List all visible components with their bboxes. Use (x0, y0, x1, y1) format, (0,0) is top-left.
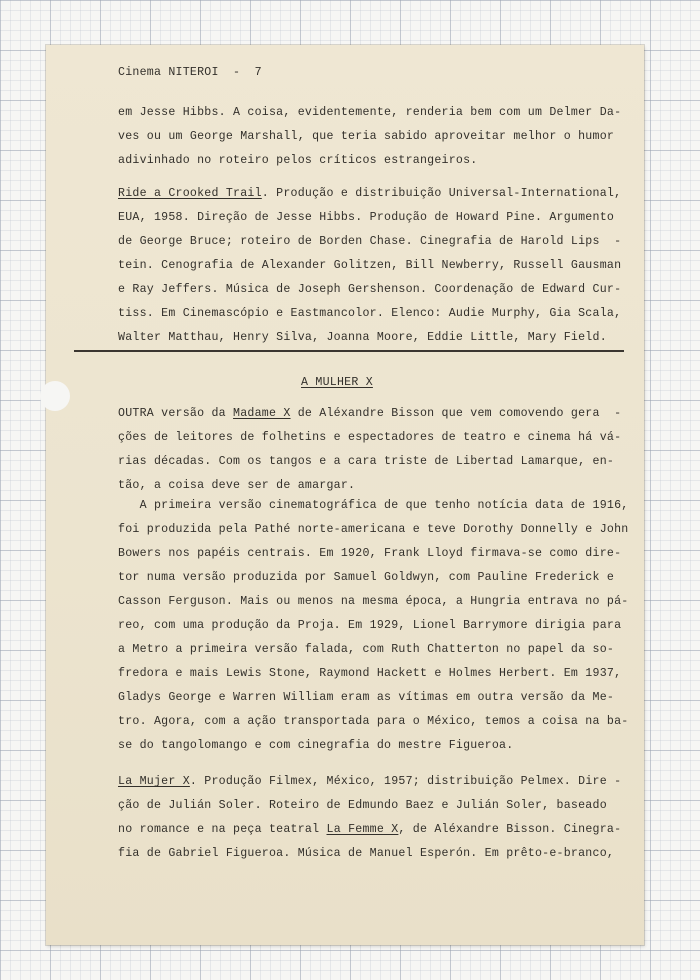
credits2-first-line-rest: . Produção Filmex, México, 1957; distribuição Pelmex. Dire - (189, 775, 622, 788)
para3-line: A primeira versão cinematográfica de que tenho notícia data de 1916, (118, 499, 629, 512)
credits1-first-line (118, 188, 621, 200)
para1-line: em Jesse Hibbs. A coisa, evidentemente, renderia bem com um Delmer Da- (118, 106, 622, 119)
credits2-line: ção de Julián Soler. Roteiro de Edmundo Baez e Julián Soler, baseado (118, 799, 607, 812)
credits1-line: e Ray Jeffers. Música de Joseph Gershenson. Coordenação de Edward Cur- (118, 283, 622, 296)
para2-first-pre: OUTRA versão da (118, 407, 234, 420)
credits2-first-line (118, 776, 621, 788)
para2-first-post: de Aléxandre Bisson que vem comovendo gera - (290, 407, 622, 420)
section-divider (74, 350, 624, 352)
para3-line: se do tangolomango e com cinegrafia do mestre Figueroa. (118, 739, 514, 752)
credits1-line: tein. Cenografia de Alexander Golitzen, Bill Newberry, Russell Gausman (118, 259, 622, 272)
para3-line: foi produzida pela Pathé norte-americana e teve Dorothy Donnelly e John (118, 523, 629, 536)
credits1-line: tiss. Em Cinemascópio e Eastmancolor. Elenco: Audie Murphy, Gia Scala, (118, 307, 622, 320)
credits2-line3-post: , de Aléxandre Bisson. Cinegra- (398, 823, 622, 836)
para3-line: Casson Ferguson. Mais ou menos na mesma época, a Hungria entrava no pá- (118, 595, 629, 608)
para3-line: tor numa versão produzida por Samuel Goldwyn, com Pauline Frederick e (118, 571, 615, 584)
para2-line: tão, a coisa deve ser de amargar. (118, 479, 356, 492)
page-header: Cinema NITEROI - 7 (118, 66, 262, 79)
title-madame-x: Madame X (233, 407, 291, 420)
section-title: A MULHER X (301, 376, 373, 389)
title-la-femme-x: La Femme X (326, 823, 399, 836)
credits1-line: EUA, 1958. Direção de Jesse Hibbs. Produção de Howard Pine. Argumento (118, 211, 615, 224)
para2-line: rias décadas. Com os tangos e a cara triste de Libertad Lamarque, en- (118, 455, 615, 468)
para3-line: fredora e mais Lewis Stone, Raymond Hackett e Holmes Herbert. Em 1937, (118, 667, 622, 680)
para3-line: a Metro a primeira versão falada, com Ruth Chatterton no papel da so- (118, 643, 615, 656)
film-title-la-mujer-x: La Mujer X (118, 775, 190, 788)
credits1-line: de George Bruce; roteiro de Borden Chase. Cinegrafia de Harold Lips - (118, 235, 622, 248)
film-title-ride-a-crooked-trail: Ride a Crooked Trail (118, 187, 262, 200)
para3-line: Gladys George e Warren William eram as vítimas em outra versão da Me- (118, 691, 615, 704)
credits2-line: fia de Gabriel Figueroa. Música de Manuel Esperón. Em prêto-e-branco, (118, 847, 615, 860)
punch-hole (40, 381, 70, 411)
credits1-line: Walter Matthau, Henry Silva, Joanna Moore, Eddie Little, Mary Field. (118, 331, 607, 344)
credits2-line3 (118, 824, 621, 836)
para3-line: Bowers nos papéis centrais. Em 1920, Frank Lloyd firmava-se como dire- (118, 547, 622, 560)
para3-line: tro. Agora, com a ação transportada para o México, temos a coisa na ba- (118, 715, 629, 728)
para1-line: ves ou um George Marshall, que teria sabido aproveitar melhor o humor (118, 130, 615, 143)
credits1-first-line-rest: . Produção e distribuição Universal-International, (261, 187, 622, 200)
para2-line: ções de leitores de folhetins e espectadores de teatro e cinema há vá- (118, 431, 622, 444)
para2-first-line (118, 408, 621, 420)
para1-line: adivinhado no roteiro pelos críticos estrangeiros. (118, 154, 478, 167)
credits2-line3-pre: no romance e na peça teatral (118, 823, 327, 836)
para3-line: reo, com uma produção da Proja. Em 1929, Lionel Barrymore dirigia para (118, 619, 622, 632)
